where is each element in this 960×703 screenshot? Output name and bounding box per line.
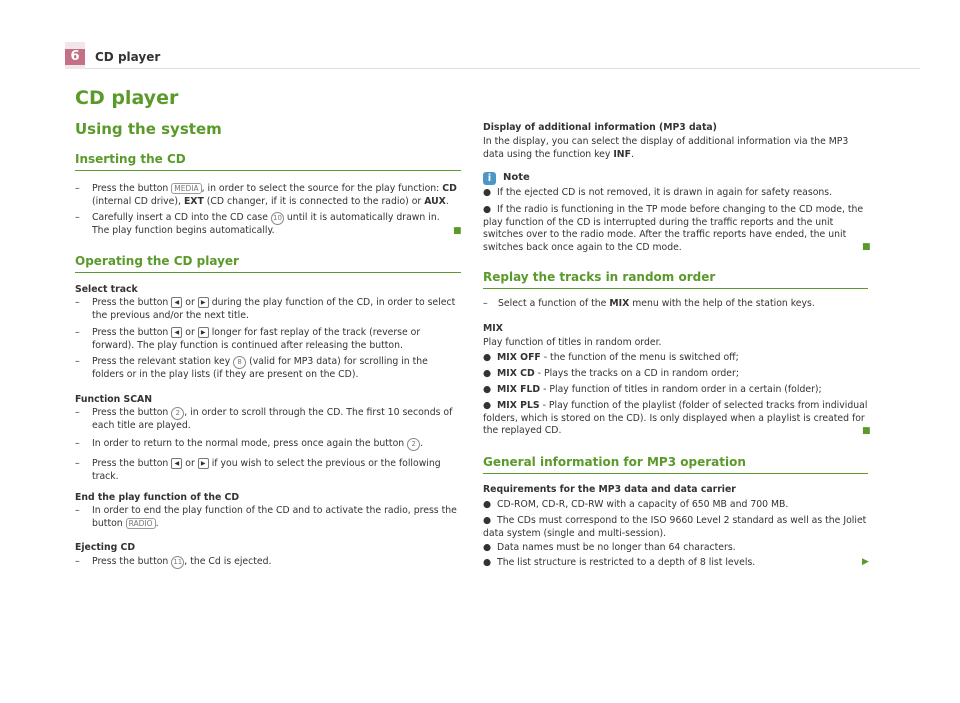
- text: The CDs must correspond to the ISO 9660 Level 2 standard as well as the Joliet data system (single and multi-session).: [483, 515, 867, 539]
- dash-bullet: –: [75, 212, 80, 223]
- text: EXT: [183, 195, 204, 207]
- text: MIX OFF: [497, 352, 541, 363]
- end-play-label: End the play function of the CD: [75, 492, 240, 503]
- text: MIX CD: [497, 368, 535, 379]
- inserting-step-1: [92, 183, 461, 208]
- bullet: ●: [483, 400, 492, 411]
- bullet: ●: [483, 557, 492, 568]
- text: .: [445, 195, 449, 207]
- text: - the function of the menu is switched off;: [540, 352, 739, 363]
- text: Press the button: [92, 327, 169, 338]
- number-11-callout: 11: [171, 556, 184, 569]
- req-item: [483, 542, 868, 555]
- mp3-divider: [483, 473, 868, 474]
- text: (CD changer, if it is connected to the radio) or: [203, 195, 425, 207]
- mix-item: [483, 400, 868, 438]
- next-key-icon: ▶: [198, 297, 209, 308]
- function-scan-label: Function SCAN: [75, 394, 153, 405]
- number-10-callout: 10: [271, 212, 284, 225]
- inserting-divider: [75, 170, 461, 171]
- end-play-step: In order to end the play function of the CD and to activate the radio, press the button RADIO .: [92, 505, 457, 529]
- ejecting-label: Ejecting CD: [75, 542, 136, 553]
- text: or: [185, 297, 195, 308]
- text: Press the button: [92, 183, 172, 194]
- text: if you wish to select the previous or the following track.: [92, 458, 441, 482]
- text: - Play function of the playlist (folder of selected tracks from individual folders, which is stored on the CD). Is only displayed when a playlist is created for the replayed CD.: [483, 400, 868, 436]
- operating-heading: Operating the CD player: [75, 254, 239, 268]
- mix-item: [483, 352, 868, 365]
- text: Select a function of the: [498, 298, 610, 309]
- mix-desc: Play function of titles in random order.: [483, 337, 662, 348]
- prev-key-icon: ◀: [171, 297, 182, 308]
- mix-item: [483, 368, 868, 381]
- dash-bullet: –: [75, 356, 80, 367]
- operating-divider: [75, 272, 461, 273]
- bullet: ●: [483, 542, 492, 553]
- next-key-icon: ▶: [198, 327, 209, 338]
- select-track-step-3: [92, 356, 461, 382]
- text: MIX FLD: [497, 384, 541, 395]
- select-track-step-2: [92, 327, 461, 352]
- text: In order to end the play function of the CD and to activate the radio, press the button: [92, 505, 457, 529]
- info-icon: i: [483, 172, 496, 185]
- number-2-callout: 2: [171, 407, 184, 420]
- text: (valid for MP3 data) for scrolling in the folders or in the play lists (if they are present on the CD).: [92, 356, 428, 380]
- scan-step-1: [92, 407, 461, 433]
- dash-bullet: –: [75, 407, 80, 418]
- text: Press the relevant station key: [92, 356, 234, 367]
- mix-item: [483, 384, 868, 397]
- dash-bullet: –: [75, 438, 80, 449]
- text: MIX: [609, 298, 630, 309]
- prev-key-icon: ◀: [171, 327, 182, 338]
- text: CD: [442, 183, 457, 194]
- dash-bullet: –: [75, 556, 80, 567]
- page-header: [0, 0, 960, 68]
- text: - Plays the tracks on a CD in random order;: [534, 368, 739, 379]
- requirements-label: Requirements for the MP3 data and data carrier: [483, 484, 736, 495]
- text: (internal CD drive),: [92, 195, 184, 207]
- display-text: In the display, you can select the display of additional information via the MP3 data using the function key INF.: [483, 136, 849, 160]
- scan-step-2: In order to return to the normal mode, press once again the button 2 .: [92, 438, 424, 449]
- text: INF: [613, 148, 631, 160]
- select-track-label: Select track: [75, 284, 138, 295]
- prev-key-icon: ◀: [171, 458, 182, 469]
- req-item: [483, 557, 868, 570]
- bullet: ●: [483, 368, 492, 379]
- text: Press the button: [92, 407, 169, 418]
- bullet: ●: [483, 499, 492, 510]
- text: Carefully insert a CD into the CD case: [92, 212, 271, 223]
- text: - Play function of titles in random order in a certain (folder);: [540, 384, 822, 395]
- text: or: [185, 458, 195, 469]
- text: Press the button: [92, 297, 169, 308]
- dash-bullet: –: [75, 505, 80, 516]
- note-label: Note: [503, 172, 530, 183]
- text: Press the button: [92, 556, 169, 567]
- text: Press the button: [92, 458, 169, 469]
- bullet: ●: [483, 384, 492, 395]
- text: , the Cd is ejected.: [184, 556, 272, 567]
- header-divider: [85, 68, 920, 69]
- bullet: ●: [483, 204, 492, 215]
- inserting-heading: Inserting the CD: [75, 152, 186, 166]
- note-item-2: [483, 204, 868, 254]
- page-number: 6: [65, 49, 85, 65]
- req-item: [483, 499, 868, 512]
- end-mark-icon: ■: [862, 242, 871, 252]
- ejecting-step: [92, 556, 461, 569]
- number-8-callout: 8: [233, 356, 246, 369]
- text: CD-ROM, CD-R, CD-RW with a capacity of 650 MB and 700 MB.: [497, 499, 789, 510]
- media-key: MEDIA: [171, 183, 201, 194]
- mix-title: MIX: [483, 323, 503, 334]
- bullet: ●: [483, 515, 492, 526]
- text: The list structure is restricted to a depth of 8 list levels.: [497, 557, 756, 568]
- bullet: ●: [483, 187, 492, 198]
- select-track-step-1: [92, 297, 461, 322]
- text: In the display, you can select the display of additional information via the MP3 data using the function key: [483, 136, 849, 160]
- text: until it is automatically drawn in. The play function begins automatically.: [92, 212, 440, 236]
- header-title: CD player: [95, 50, 161, 64]
- text: If the ejected CD is not removed, it is drawn in again for safety reasons.: [497, 187, 833, 198]
- text: , in order to scroll through the CD. The first 10 seconds of each title are played.: [92, 407, 453, 431]
- dash-bullet: –: [75, 327, 80, 338]
- req-item: [483, 515, 868, 540]
- inserting-step-2: [92, 212, 452, 238]
- text: In order to return to the normal mode, press once again the button: [92, 438, 408, 449]
- end-mark-icon: ■: [862, 426, 871, 436]
- text: AUX: [424, 195, 446, 207]
- random-divider: [483, 288, 868, 289]
- text: Data names must be no longer than 64 characters.: [497, 542, 736, 553]
- bullet: ●: [483, 352, 492, 363]
- random-step: [498, 298, 868, 311]
- text: , in order to select the source for the play function:: [201, 183, 443, 194]
- display-heading: Display of additional information (MP3 data): [483, 122, 717, 133]
- mp3-heading: General information for MP3 operation: [483, 455, 746, 469]
- scan-step-3: [92, 458, 461, 483]
- dash-bullet: –: [75, 183, 80, 194]
- section-title: Using the system: [75, 120, 222, 138]
- dash-bullet: –: [75, 297, 80, 308]
- note-item-1: [483, 187, 868, 200]
- radio-key: RADIO: [126, 518, 156, 529]
- text: or: [185, 327, 195, 338]
- continue-arrow-icon: ▶: [862, 557, 869, 567]
- dash-bullet: –: [75, 458, 80, 469]
- number-2-callout: 2: [407, 438, 420, 451]
- text: MIX PLS: [497, 400, 540, 411]
- next-key-icon: ▶: [198, 458, 209, 469]
- text: menu with the help of the station keys.: [629, 298, 815, 309]
- text: during the play function of the CD, in order to select the previous and/or the next title.: [92, 297, 456, 321]
- random-heading: Replay the tracks in random order: [483, 270, 716, 284]
- text: longer for fast replay of the track (reverse or forward). The play function is continued after releasing the button.: [92, 327, 421, 351]
- text: If the radio is functioning in the TP mode before changing to the CD mode, the play function of the CD is interrupted during the traffic reports and the unit switches over to the radio mode. After the traffic reports have ended, the unit switches back once again to the CD mode.: [483, 204, 864, 253]
- chapter-title: CD player: [75, 87, 179, 109]
- dash-bullet: –: [483, 298, 488, 309]
- end-mark-icon: ■: [453, 226, 462, 236]
